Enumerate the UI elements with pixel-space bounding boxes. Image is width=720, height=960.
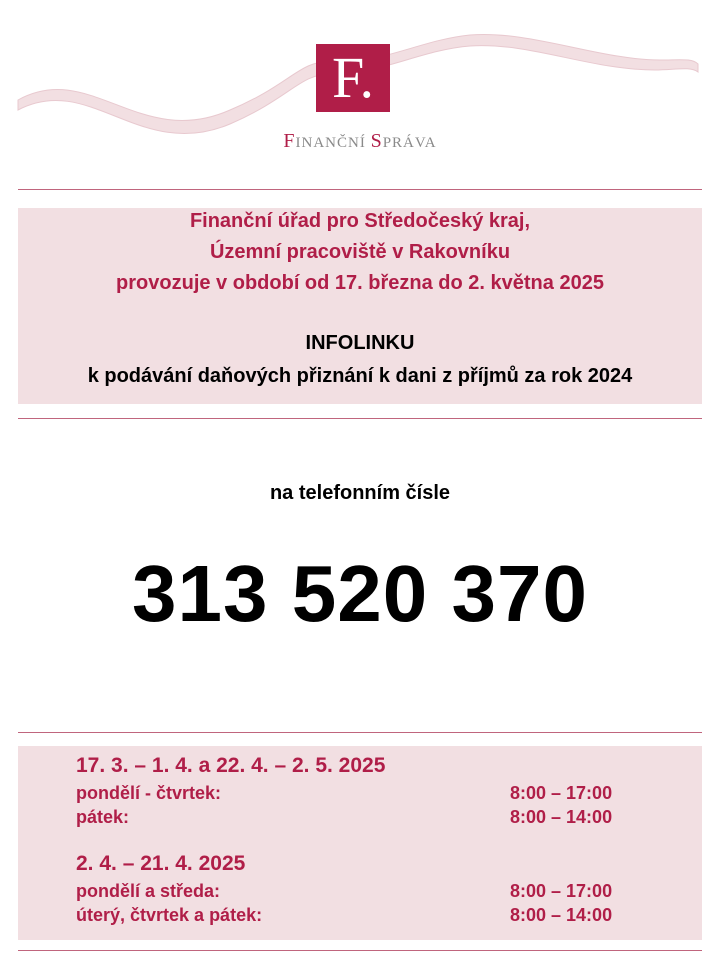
operation-period: provozuje v období od 17. března do 2. května 2025: [116, 272, 604, 294]
hours-days: pátek:: [76, 807, 130, 827]
divider-bottom: [18, 950, 702, 951]
hours-time: 8:00 – 17:00: [510, 881, 613, 901]
office-name: Finanční úřad pro Středočeský kraj,: [189, 210, 531, 232]
service-title: INFOLINKU: [305, 332, 415, 354]
hours-days: pondělí a středa:: [76, 881, 221, 901]
divider-top: [18, 189, 702, 190]
hours-days: pondělí - čtvrtek:: [76, 783, 222, 803]
hours-days: úterý, čtvrtek a pátek:: [76, 905, 263, 925]
hours-period-2: 2. 4. – 21. 4. 2025: [76, 852, 246, 875]
financni-sprava-logo-title: FINANČNÍ SPRÁVA: [283, 130, 437, 152]
hours-time: 8:00 – 17:00: [510, 783, 613, 803]
hours-period-1: 17. 3. – 1. 4. a 22. 4. – 2. 5. 2025: [76, 754, 386, 777]
phone-number: 313 520 370: [132, 549, 588, 638]
service-subtitle: k podávání daňových přiznání k dani z příjmů za rok 2024: [87, 365, 633, 387]
hours-band: [18, 746, 702, 940]
divider-middle: [18, 418, 702, 419]
hours-time: 8:00 – 14:00: [510, 905, 613, 925]
header-band: [18, 208, 702, 404]
office-location: Územní pracoviště v Rakovníku: [209, 241, 511, 263]
financni-sprava-logo-mark: F.: [316, 44, 390, 112]
divider-hours-top: [18, 732, 702, 733]
hours-time: 8:00 – 14:00: [510, 807, 613, 827]
phone-label: na telefonním čísle: [269, 482, 451, 504]
